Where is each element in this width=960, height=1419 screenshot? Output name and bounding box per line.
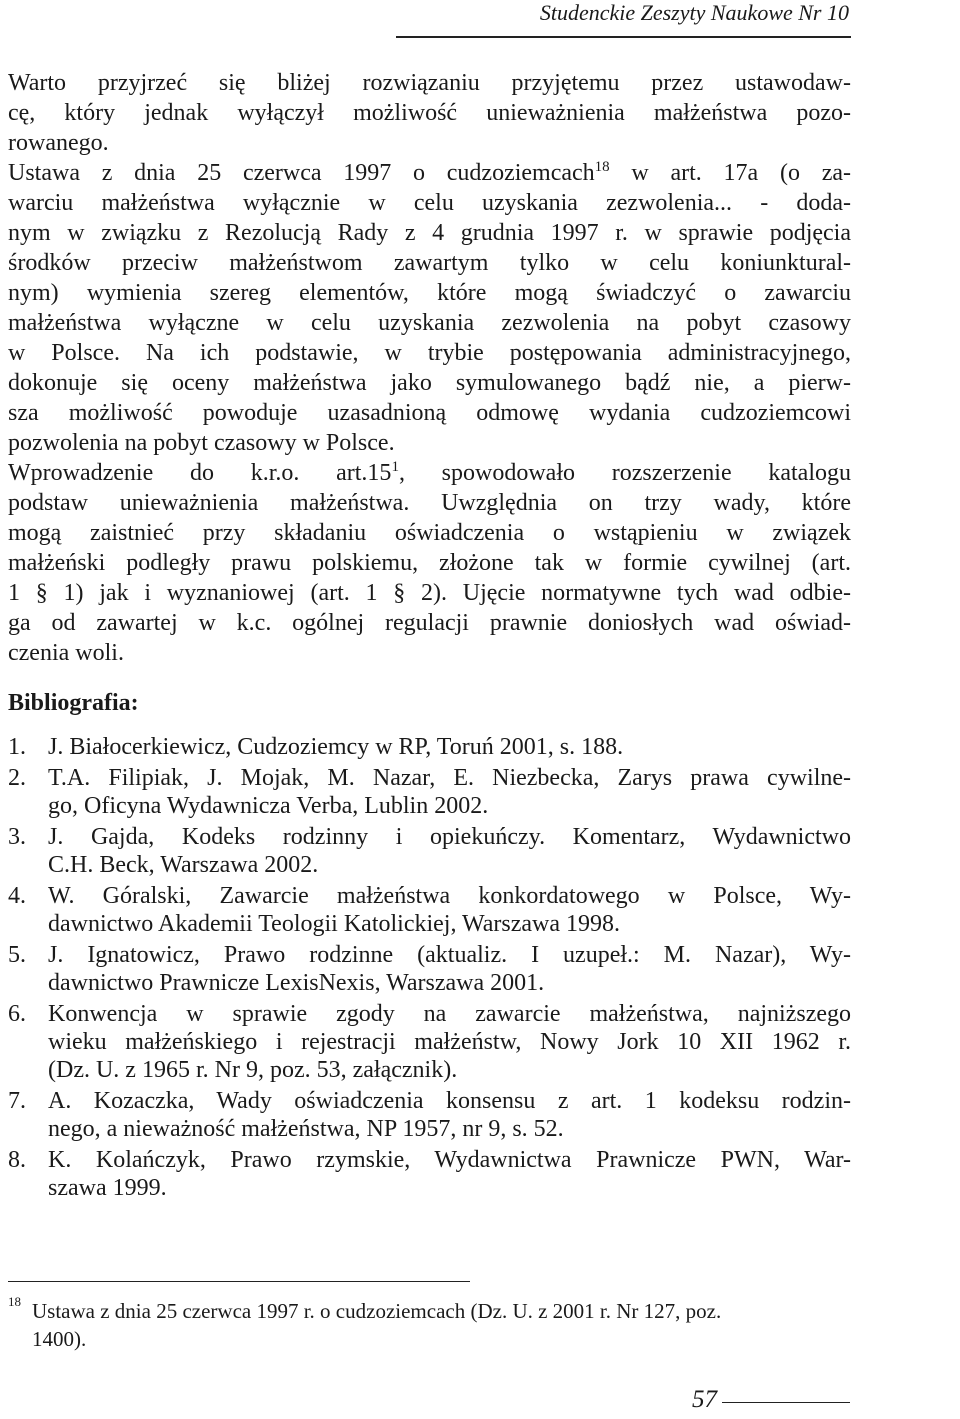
entry-line: W. Góralski, Zawarcie małżeństwa konkordatowego w Polsce, Wy- xyxy=(48,883,851,909)
footnote xyxy=(8,1294,851,1353)
body-line: czenia woli. xyxy=(8,640,124,666)
running-header xyxy=(396,0,851,38)
body-line: warciu małżeństwa wyłącznie w celu uzyskania zezwolenia... - doda- xyxy=(8,190,851,216)
entry-line: T.A. Filipiak, J. Mojak, M. Nazar, E. Niezbecka, Zarys prawa cywilne- xyxy=(48,765,851,791)
entry-line: A. Kozaczka, Wady oświadczenia konsensu z art. 1 kodeksu rodzin- xyxy=(48,1088,851,1114)
body-line: małżeństwa wyłączne w celu uzyskania zezwolenia na pobyt czasowy xyxy=(8,310,851,336)
footnote-separator xyxy=(8,1281,470,1282)
superscript: 1 xyxy=(391,459,399,475)
entry-number: 4. xyxy=(8,883,26,909)
entry-line: dawnictwo Akademii Teologii Katolickiej, Warszawa 1998. xyxy=(48,911,621,937)
bibliography-title: Bibliografia: xyxy=(8,690,139,716)
body-line: podstaw unieważnienia małżeństwa. Uwzględnia on trzy wady, które xyxy=(8,490,851,516)
entry-line: Konwencja w sprawie zgody na zawarcie małżeństwa, najniższego xyxy=(48,1001,851,1027)
body-line: nym w związku z Rezolucją Rady z 4 grudnia 1997 r. w sprawie podjęcia xyxy=(8,220,851,246)
body-text xyxy=(8,68,851,668)
body-line: cę, który jednak wyłączył możliwość unieważnienia małżeństwa pozo- xyxy=(8,100,851,126)
entry-number: 1. xyxy=(8,734,26,760)
body-line: środków przeciw małżeństwom zawartym tylko w celu koniunktural- xyxy=(8,250,851,276)
body-line: ga od zawartej w k.c. ogólnej regulacji prawnie doniosłych wad oświad- xyxy=(8,610,851,636)
bibliography-list xyxy=(8,733,851,1205)
entry-number: 8. xyxy=(8,1147,26,1173)
bibliography-entry xyxy=(8,823,851,879)
body-line-tail: , spowodowało rozszerzenie katalogu xyxy=(398,460,852,486)
body-line xyxy=(8,458,851,488)
entry-line: szawa 1999. xyxy=(48,1175,167,1201)
bibliography-entry xyxy=(8,882,851,938)
entry-number: 5. xyxy=(8,942,26,968)
footnote-body xyxy=(8,1294,851,1353)
entry-line: go, Oficyna Wydawnicza Verba, Lublin 2002. xyxy=(48,793,489,819)
body-line: rowanego. xyxy=(8,130,109,156)
entry-number: 3. xyxy=(8,824,26,850)
body-line: dokonuje się oceny małżeństwa jako symulowanego bądź nie, a pierw- xyxy=(8,370,851,396)
bibliography-entry xyxy=(8,733,851,761)
page-number-rule xyxy=(722,1402,850,1403)
entry-line: dawnictwo Prawnicze LexisNexis, Warszawa 2001. xyxy=(48,970,545,996)
bibliography-entry xyxy=(8,1000,851,1084)
page-number: 57 xyxy=(692,1386,717,1413)
footnote-line: Ustawa z dnia 25 czerwca 1997 r. o cudzoziemcach (Dz. U. z 2001 r. Nr 127, poz. xyxy=(32,1299,722,1323)
entry-number: 6. xyxy=(8,1001,26,1027)
footnote-ref: 18 xyxy=(594,159,610,175)
body-line: pozwolenia na pobyt czasowy w Polsce. xyxy=(8,430,395,456)
bibliography-entry xyxy=(8,764,851,820)
body-line: sza możliwość powoduje uzasadnioną odmowę wydania cudzoziemcowi xyxy=(8,400,851,426)
body-line-text: Wprowadzenie do k.r.o. art.15 xyxy=(8,460,392,486)
body-line-tail: w art. 17a (o za- xyxy=(609,160,851,186)
body-line: w Polsce. Na ich podstawie, w trybie postępowania administracyjnego, xyxy=(8,340,851,366)
bibliography-entry xyxy=(8,941,851,997)
entry-line: K. Kolańczyk, Prawo rzymskie, Wydawnictwa Prawnicze PWN, War- xyxy=(48,1147,851,1173)
entry-line: J. Białocerkiewicz, Cudzoziemcy w RP, Toruń 2001, s. 188. xyxy=(48,734,624,760)
entry-line: wieku małżeńskiego i rejestracji małżeństw, Nowy Jork 10 XII 1962 r. xyxy=(48,1029,851,1055)
entry-number: 7. xyxy=(8,1088,26,1114)
entry-line: C.H. Beck, Warszawa 2002. xyxy=(48,852,319,878)
entry-line: J. Ignatowicz, Prawo rodzinne (aktualiz. I uzupeł.: M. Nazar), Wy- xyxy=(48,942,851,968)
entry-line: nego, a nieważność małżeństwa, NP 1957, nr 9, s. 52. xyxy=(48,1116,564,1142)
body-line-text: Ustawa z dnia 25 czerwca 1997 o cudzoziemcach xyxy=(8,160,595,186)
footnote-line: 1400). xyxy=(32,1327,87,1351)
bibliography-entry xyxy=(8,1087,851,1143)
body-line: Warto przyjrzeć się bliżej rozwiązaniu przyjętemu przez ustawodaw- xyxy=(8,70,851,96)
entry-line: J. Gajda, Kodeks rodzinny i opiekuńczy. Komentarz, Wydawnictwo xyxy=(48,824,851,850)
body-line: 1 § 1) jak i wyznaniowej (art. 1 § 2). Ujęcie normatywne tych wad odbie- xyxy=(8,580,851,606)
body-line: nym) wymienia szereg elementów, które mogą świadczyć o zawarciu xyxy=(8,280,851,306)
body-line: mogą zaistnieć przy składaniu oświadczenia o wstąpieniu w związek xyxy=(8,520,851,546)
footnote-mark: 18 xyxy=(8,1294,21,1309)
body-line: małżeński podległy prawu polskiemu, złożone tak w formie cywilnej (art. xyxy=(8,550,851,576)
entry-number: 2. xyxy=(8,765,26,791)
journal-title: Studenckie Zeszyty Naukowe Nr 10 xyxy=(539,0,849,25)
entry-line: (Dz. U. z 1965 r. Nr 9, poz. 53, załącznik). xyxy=(48,1057,458,1083)
bibliography-entry xyxy=(8,1146,851,1202)
body-line xyxy=(8,158,851,188)
